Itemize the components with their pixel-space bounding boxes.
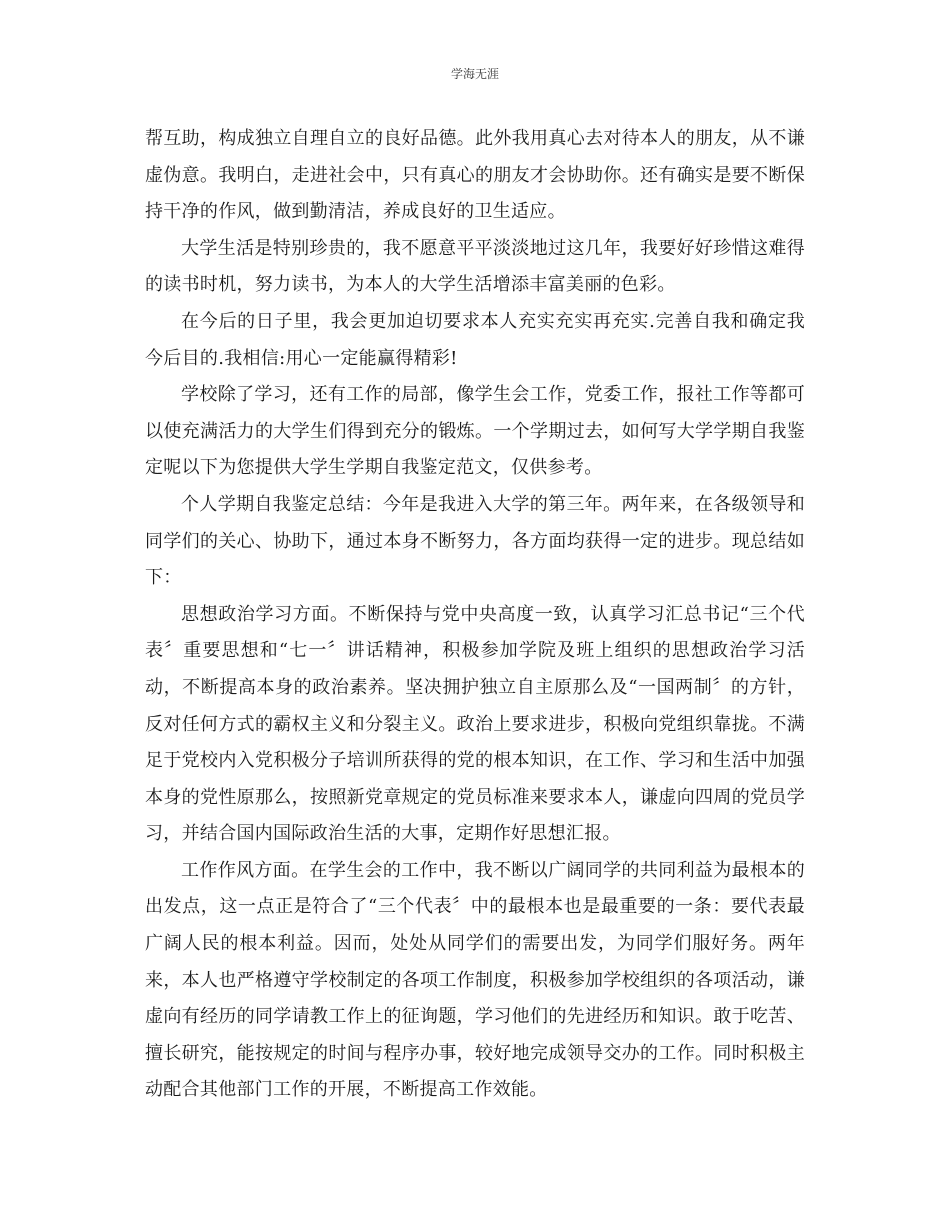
paragraph: 工作作风方面。在学生会的工作中，我不断以广阔同学的共同利益为最根本的出发点，这一点正是符合了“三个代表〞中的最根本也是最重要的一条：要代表最广阔人民的根本利益。因而，处处从同学们的需要出发，为同学们服好务。两年来，本人也严格遵守学校制定的各项工作制度，积极参加学校组织的各项活动，谦虚向有经历的同学请教工作上的征询题，学习他们的先进经历和知识。敢于吃苦、擅长研究，能按规定的时间与程序办事，较好地完成领导交办的工作。同时积极主动配合其他部门工作的开展，不断提高工作效能。 [145,859,805,1101]
paragraph: 个人学期自我鉴定总结：今年是我进入大学的第三年。两年来，在各级领导和同学们的关心、协助下，通过本身不断努力，各方面均获得一定的进步。现总结如下： [145,493,805,589]
paragraph: 在今后的日子里，我会更加迫切要求本人充实充实再充实.完善自我和确定我今后目的.我相信:用心一定能赢得精彩! [145,310,805,369]
paragraph: 学校除了学习，还有工作的局部，像学生会工作，党委工作，报社工作等都可以使充满活力的大学生们得到充分的锻炼。一个学期过去，如何写大学学期自我鉴定呢以下为您提供大学生学期自我鉴定范文，仅供参考。 [145,384,805,479]
page-header: 学海无涯 [450,67,499,81]
paragraph: 思想政治学习方面。不断保持与党中央高度一致，认真学习汇总书记“三个代表〞重要思想和“七一〞讲话精神，积极参加学院及班上组织的思想政治学习活动，不断提高本身的政治素养。坚决拥护独立自主原那么及“一国两制〞的方针，反对任何方式的霸权主义和分裂主义。政治上要求进步，积极向党组织靠拢。不满足于党校内入党积极分子培训所获得的党的根本知识，在工作、学习和生活中加强本身的党性原那么，按照新党章规定的党员标准来要求本人，谦虚向四周的党员学习，并结合国内国际政治生活的大事，定期作好思想汇报。 [145,603,805,845]
paragraph-continued: 帮互助，构成独立自理自立的良好品德。此外我用真心去对待本人的朋友，从不谦虚伪意。我明白，走进社会中，只有真心的朋友才会协助你。还有确实是要不断保持干净的作风，做到勤清洁，养成良好的卫生适应。 [145,128,805,223]
document-body [145,121,805,1109]
paragraph: 大学生活是特别珍贵的，我不愿意平平淡淡地过这几年，我要好好珍惜这难得的读书时机，努力读书，为本人的大学生活增添丰富美丽的色彩。 [145,237,805,296]
